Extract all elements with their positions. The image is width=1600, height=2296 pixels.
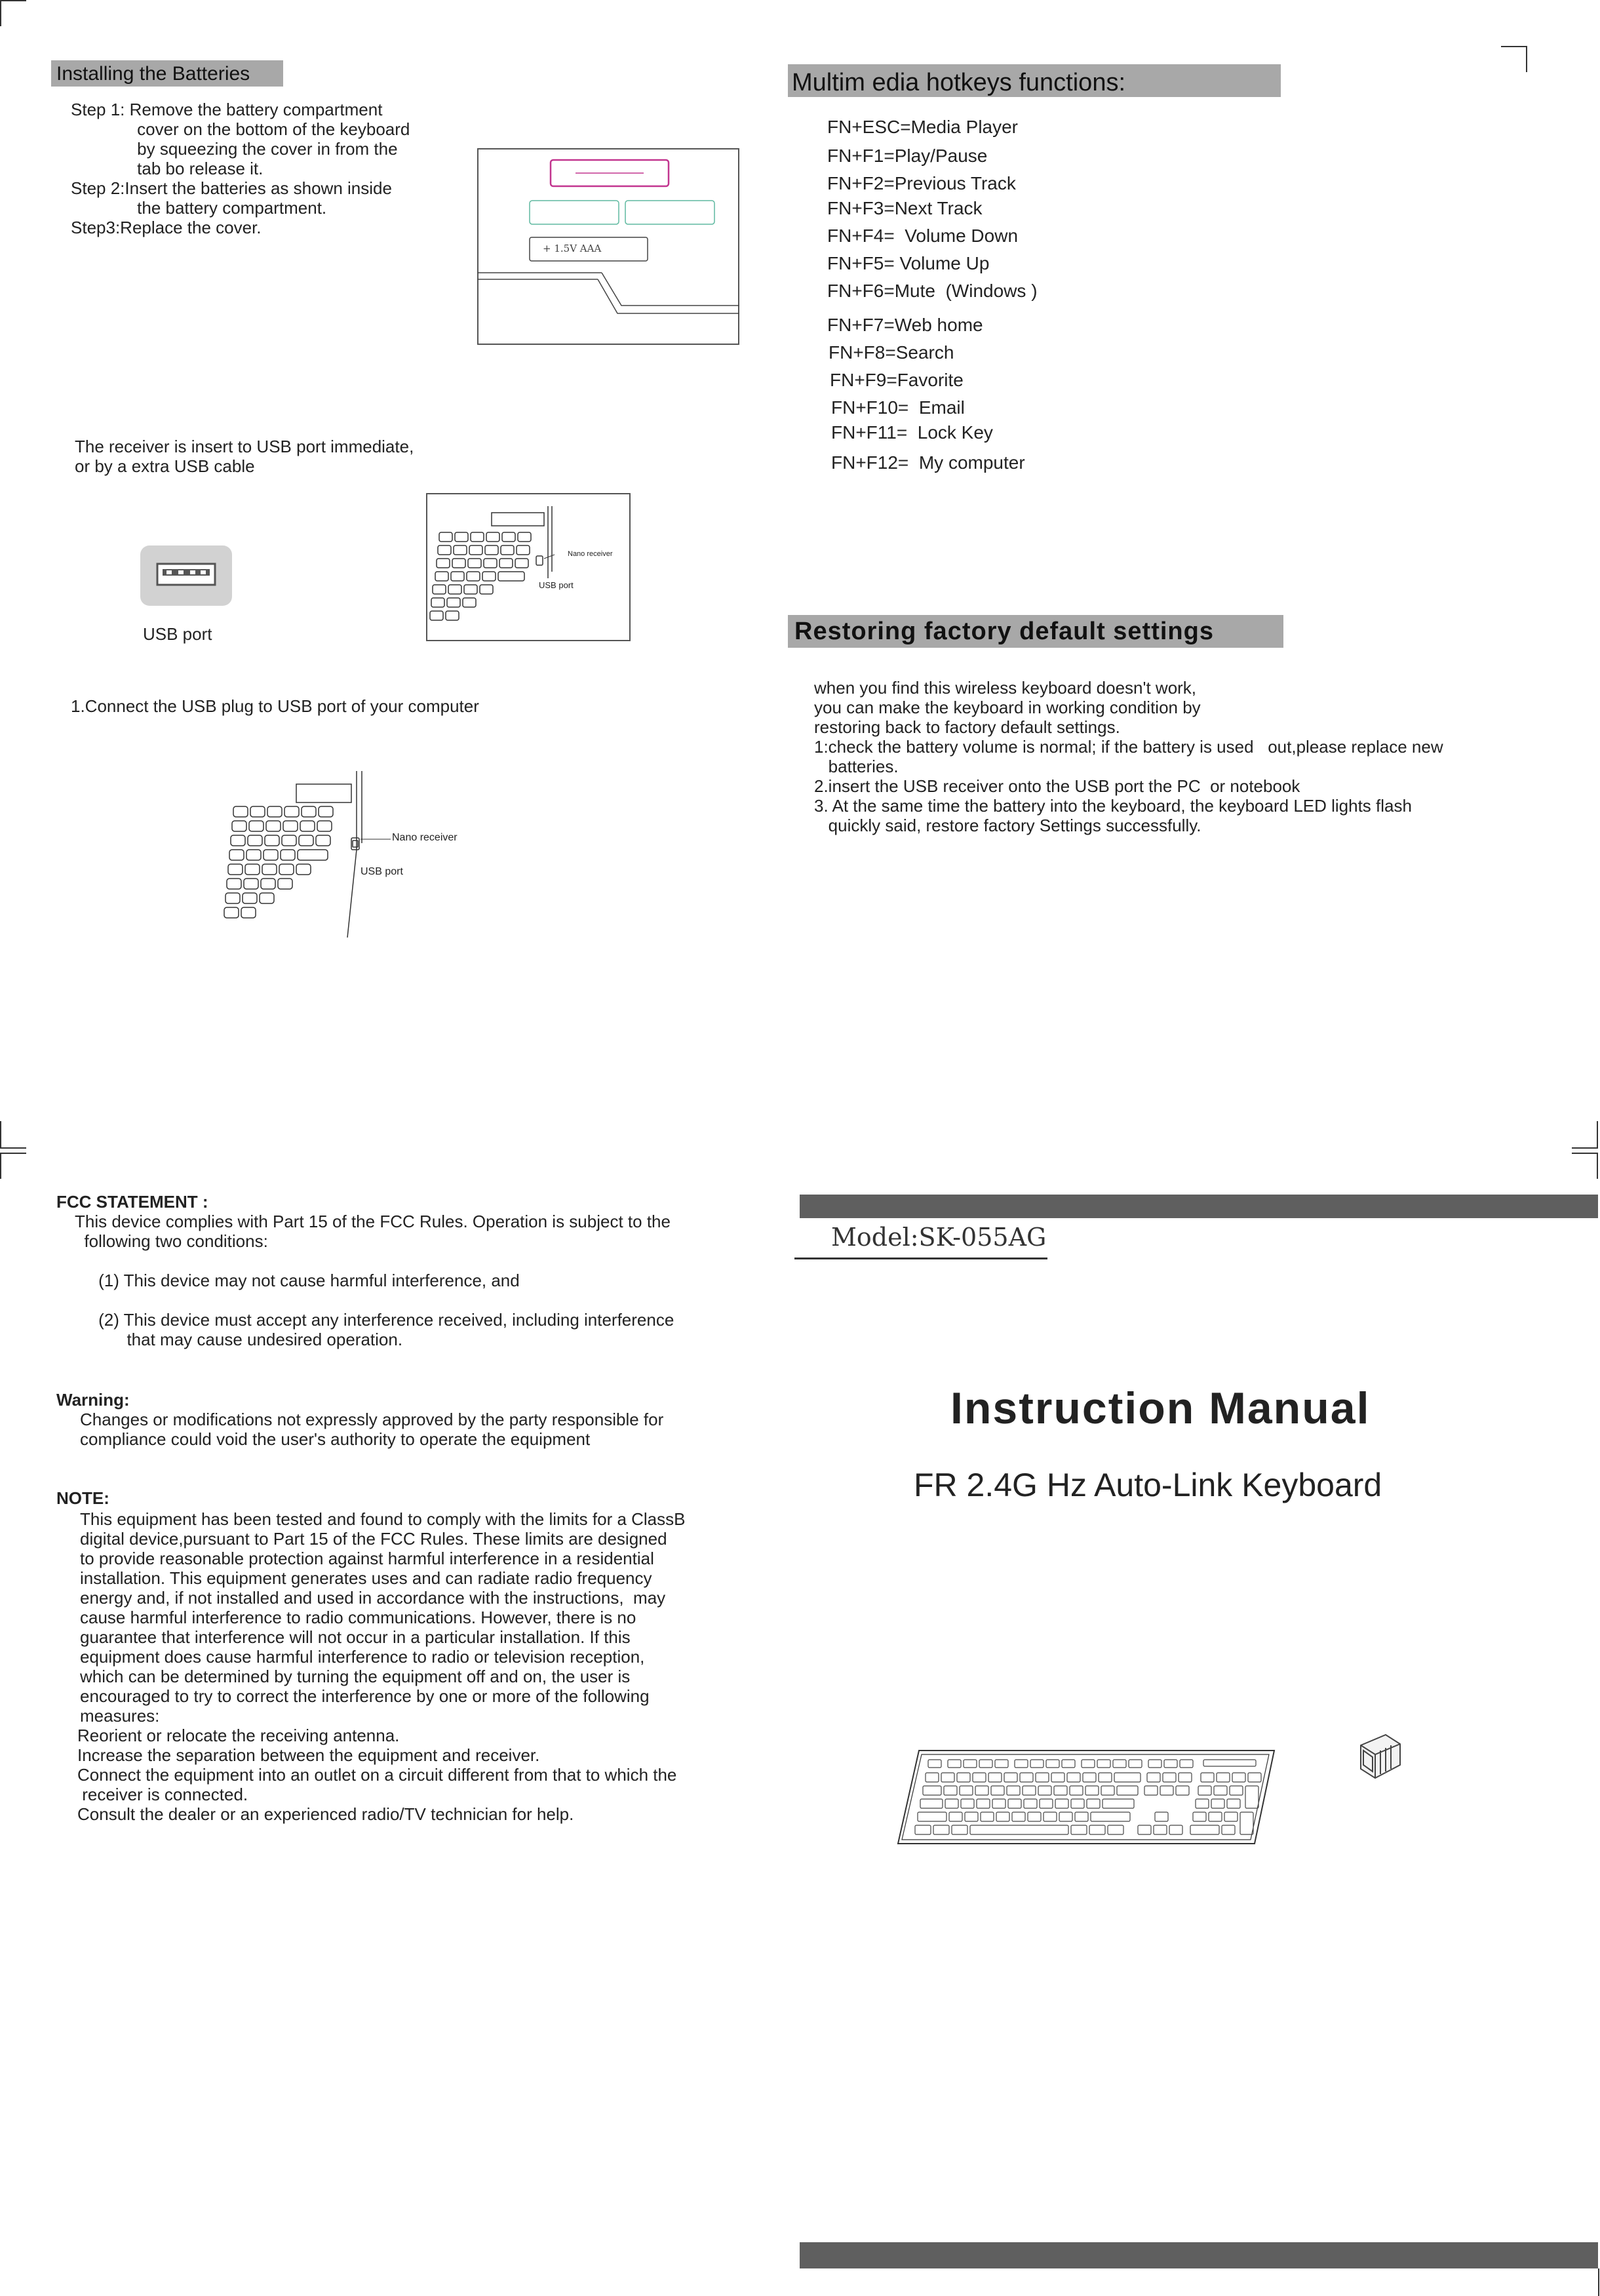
battery-compartment-illustration	[477, 148, 739, 345]
restore-line-7: 3. At the same time the battery into the keyboard, the keyboard LED lights flash	[814, 796, 1412, 816]
restore-line-2: you can make the keyboard in working condition by	[814, 698, 1201, 717]
model-number: Model:SK-055AG	[831, 1223, 1047, 1252]
receiver-intro-line-2: or by a extra USB cable	[75, 456, 255, 476]
note-line-3: to provide reasonable protection against harmful interference in a residential	[80, 1549, 654, 1568]
fcc-line-4: (1) This device may not cause harmful interference, and	[75, 1271, 520, 1290]
usb-port-label-bottom-figure: USB port	[361, 866, 403, 877]
hotkey-fn-f11: FN+F11= Lock Key	[831, 422, 993, 443]
restore-line-1: when you find this wireless keyboard doesn't work,	[814, 678, 1197, 698]
note-line-13: Increase the separation between the equipment and receiver.	[77, 1745, 540, 1765]
fcc-heading: FCC STATEMENT :	[56, 1192, 208, 1212]
laptop-usb-illustration	[223, 771, 485, 938]
battery-step-2: Step 2:Insert the batteries as shown inside	[71, 178, 392, 198]
note-line-1: This equipment has been tested and found to comply with the limits for a ClassB	[80, 1509, 686, 1529]
note-line-15: receiver is connected.	[77, 1785, 248, 1804]
model-underline	[794, 1257, 1047, 1259]
fcc-line-1: This device complies with Part 15 of the FCC Rules. Operation is subject to the	[75, 1212, 671, 1231]
hotkey-fn-f12: FN+F12= My computer	[831, 452, 1025, 473]
restore-line-6: 2.insert the USB receiver onto the USB port the PC or notebook	[814, 776, 1300, 796]
connect-step: 1.Connect the USB plug to USB port of your computer	[71, 696, 479, 716]
usb-port-label-top-figure: USB port	[539, 580, 574, 590]
note-line-11: measures:	[80, 1706, 160, 1726]
warning-heading: Warning:	[56, 1390, 130, 1410]
hotkey-fn-f10: FN+F10= Email	[831, 397, 965, 418]
note-line-10: encouraged to try to correct the interference by one or more of the following	[80, 1686, 650, 1706]
warning-line-2: compliance could void the user's authority to operate the equipment	[80, 1429, 591, 1449]
usb-port-icon	[140, 545, 232, 606]
fcc-line-2: following two conditions:	[75, 1231, 268, 1251]
hotkey-fn-f5: FN+F5= Volume Up	[827, 253, 990, 273]
usb-port-label: USB port	[143, 624, 212, 644]
fcc-line-7: that may cause undesired operation.	[75, 1330, 403, 1349]
usb-receiver-dongle-illustration	[1354, 1731, 1405, 1783]
fcc-line-6: (2) This device must accept any interference received, including interference	[75, 1310, 674, 1330]
receiver-intro-line-1: The receiver is insert to USB port immediate,	[75, 437, 414, 456]
batteries-heading: Installing the Batteries	[56, 63, 250, 85]
battery-step-1c: by squeezing the cover in from the	[71, 139, 398, 159]
battery-step-1b: cover on the bottom of the keyboard	[71, 119, 410, 139]
hotkey-fn-f3: FN+F3=Next Track	[827, 198, 983, 218]
note-line-8: equipment does cause harmful interference to radio or television reception,	[80, 1647, 645, 1667]
laptop-receiver-illustration	[426, 493, 631, 641]
note-line-4: installation. This equipment generates uses and can radiate radio frequency	[80, 1568, 652, 1588]
battery-step-1d: tab bo release it.	[71, 159, 263, 178]
hotkey-fn-f9: FN+F9=Favorite	[830, 370, 964, 390]
cover-top-bar	[800, 1195, 1598, 1218]
restore-line-5: batteries.	[814, 757, 899, 776]
nano-receiver-label-bottom: Nano receiver	[392, 832, 458, 843]
note-line-9: which can be determined by turning the equipment off and on, the user is	[80, 1667, 631, 1686]
hotkey-fn-f1: FN+F1=Play/Pause	[827, 146, 988, 166]
cover-subtitle: FR 2.4G Hz Auto-Link Keyboard	[914, 1467, 1382, 1503]
note-line-12: Reorient or relocate the receiving antenna.	[77, 1726, 400, 1745]
note-line-7: guarantee that interference will not occur in a particular installation. If this	[80, 1627, 631, 1647]
note-line-16: Consult the dealer or an experienced radio/TV technician for help.	[77, 1804, 574, 1824]
cover-bottom-bar	[800, 2242, 1598, 2268]
restore-heading: Restoring factory default settings	[794, 618, 1214, 645]
battery-label: + 1.5V AAA	[543, 243, 602, 254]
note-line-5: energy and, if not installed and used in accordance with the instructions, may	[80, 1588, 666, 1608]
hotkey-fn-f7: FN+F7=Web home	[827, 315, 983, 335]
note-heading: NOTE:	[56, 1488, 109, 1508]
restore-line-8: quickly said, restore factory Settings successfully.	[814, 816, 1201, 835]
battery-step-2b: the battery compartment.	[71, 198, 327, 218]
note-line-2: digital device,pursuant to Part 15 of the FCC Rules. These limits are designed	[80, 1529, 667, 1549]
battery-step-3: Step3:Replace the cover.	[71, 218, 262, 237]
restore-line-3: restoring back to factory default settings.	[814, 717, 1120, 737]
keyboard-illustration	[895, 1747, 1276, 1848]
restore-line-4: 1:check the battery volume is normal; if the battery is used out,please replace new	[814, 737, 1443, 757]
hotkey-fn-f8: FN+F8=Search	[829, 342, 954, 363]
hotkey-fn-f6: FN+F6=Mute (Windows )	[827, 281, 1038, 301]
nano-receiver-label-top: Nano receiver	[568, 550, 613, 558]
cover-title: Instruction Manual	[950, 1383, 1371, 1433]
warning-line-1: Changes or modifications not expressly approved by the party responsible for	[80, 1410, 664, 1429]
hotkeys-heading: Multim edia hotkeys functions:	[792, 69, 1126, 96]
battery-step-1: Step 1: Remove the battery compartment	[71, 100, 383, 119]
note-line-6: cause harmful interference to radio communications. However, there is no	[80, 1608, 636, 1627]
note-line-14: Connect the equipment into an outlet on a circuit different from that to which the	[77, 1765, 677, 1785]
hotkey-fn-f4: FN+F4= Volume Down	[827, 226, 1019, 246]
hotkey-fn-f2: FN+F2=Previous Track	[827, 173, 1016, 193]
hotkey-fn-esc: FN+ESC=Media Player	[827, 117, 1019, 137]
